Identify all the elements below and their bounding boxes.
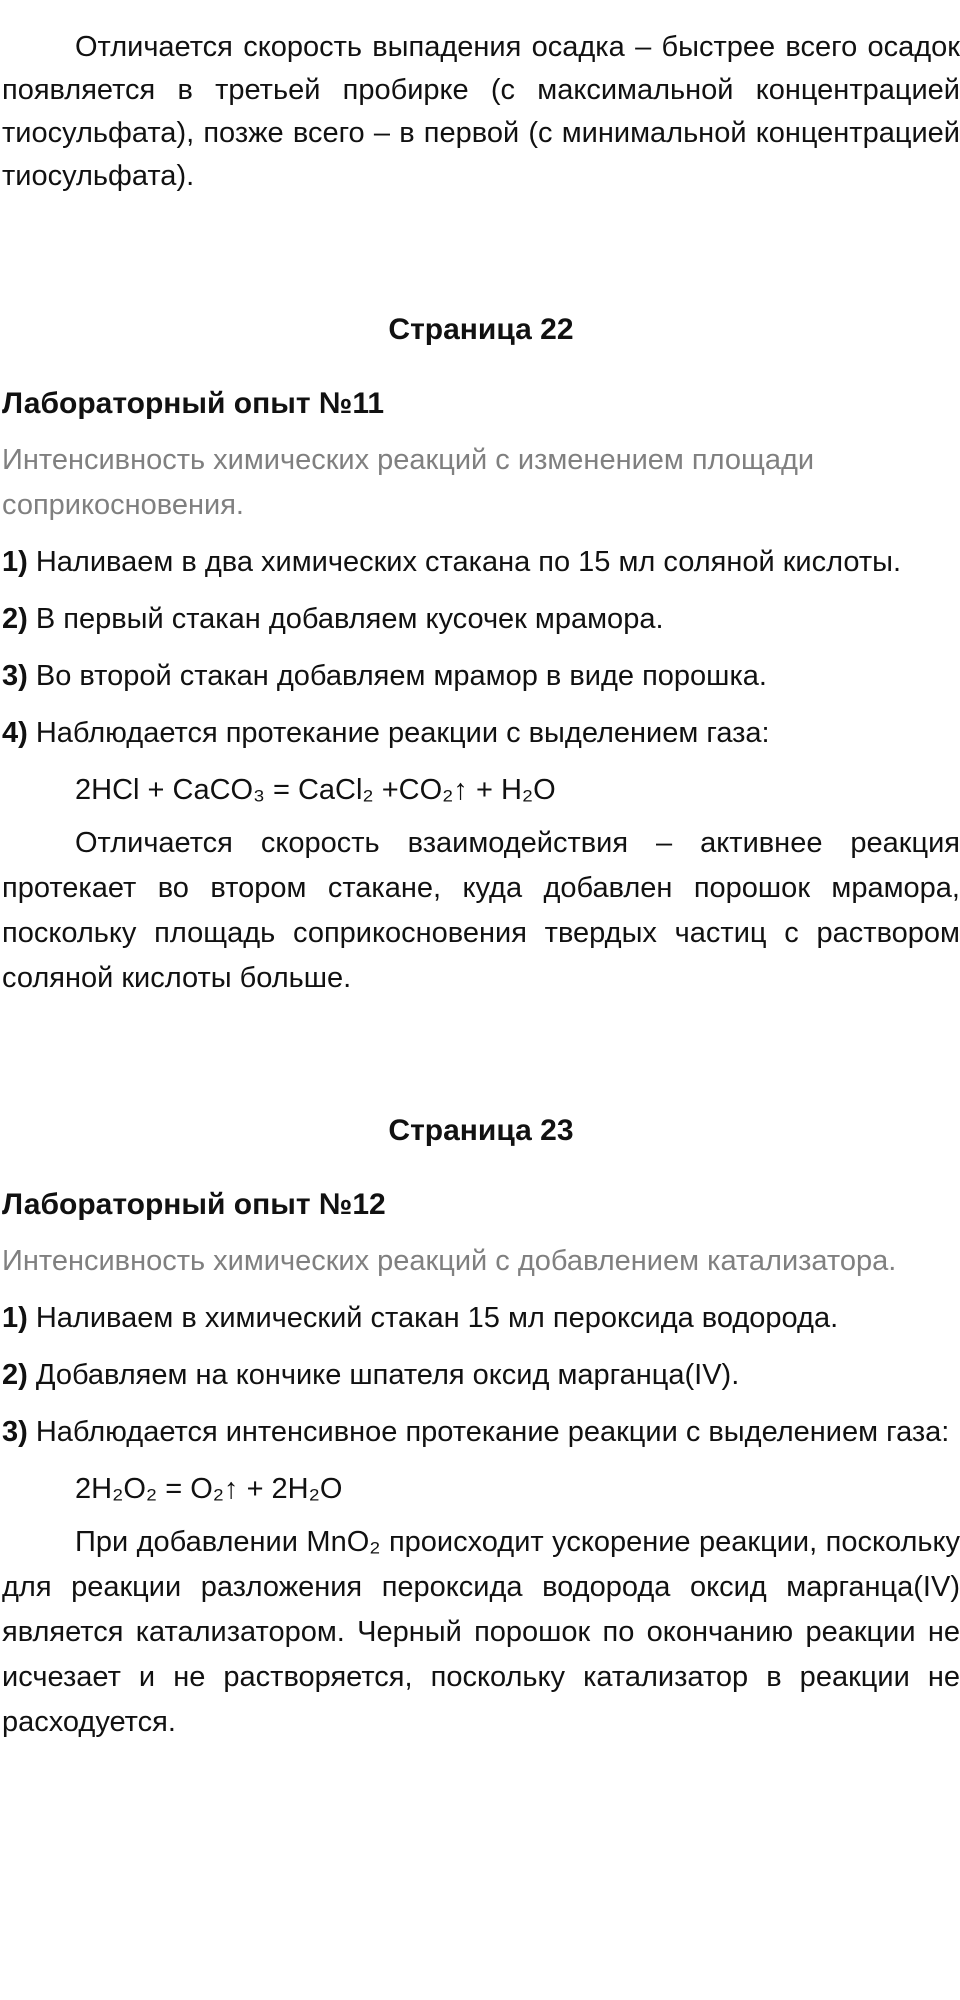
step-number: 1) [2, 546, 28, 578]
experiment-title: Лабораторный опыт №11 [2, 387, 385, 420]
step-item [2, 1296, 960, 1341]
section-page-22 [2, 310, 960, 1001]
page-heading: Страница 22 [388, 313, 574, 346]
step-number: 2) [2, 1359, 28, 1391]
step-item [2, 1353, 960, 1398]
reaction-equation: 2HCl + CaCO₃ = CaCl₂ +CO₂↑ + H₂O [75, 774, 556, 806]
section-page-23 [2, 1111, 960, 1745]
intro-paragraph: Отличается скорость выпадения осадка – быстрее всего осадок появляется в третьей пробирке (с максимальной концентрацией тиосульфата), позже всего – в первой (с минимальной концентрацией тиосульфата). [2, 31, 960, 192]
step-number: 1) [2, 1302, 28, 1334]
step-item [2, 597, 960, 642]
step-number: 2) [2, 603, 28, 635]
step-item [2, 1410, 960, 1455]
step-text: Наблюдается интенсивное протекание реакции с выделением газа: [27, 1416, 950, 1448]
conclusion-paragraph: Отличается скорость взаимодействия – активнее реакция протекает во втором стакане, куда добавлен порошок мрамора, поскольку площадь соприкосновения твердых частиц с раствором соляной кислоты больше. [2, 827, 960, 994]
step-text: В первый стакан добавляем кусочек мрамора. [27, 603, 664, 635]
page-heading: Страница 23 [388, 1114, 574, 1147]
experiment-subtitle: Интенсивность химических реакций с добавлением катализатора. [2, 1245, 897, 1277]
step-text: Во второй стакан добавляем мрамор в виде порошка. [27, 660, 767, 692]
document-body [2, 26, 960, 1745]
step-item [2, 654, 960, 699]
step-text: Наливаем в два химических стакана по 15 мл соляной кислоты. [27, 546, 902, 578]
step-number: 3) [2, 660, 28, 692]
experiment-title: Лабораторный опыт №12 [2, 1188, 386, 1221]
step-number: 4) [2, 717, 28, 749]
step-item [2, 711, 960, 756]
step-number: 3) [2, 1416, 28, 1448]
step-text: Наливаем в химический стакан 15 мл пероксида водорода. [27, 1302, 839, 1334]
experiment-subtitle: Интенсивность химических реакций с изменением площади соприкосновения. [2, 444, 815, 521]
step-text: Добавляем на кончике шпателя оксид марганца(IV). [27, 1359, 740, 1391]
step-text: Наблюдается протекание реакции с выделением газа: [27, 717, 770, 749]
reaction-equation: 2H₂O₂ = O₂↑ + 2H₂O [75, 1473, 343, 1505]
conclusion-paragraph: При добавлении MnO₂ происходит ускорение реакции, поскольку для реакции разложения пероксида водорода оксид марганца(IV) является катализатором. Черный порошок по окончанию реакции не исчезает и не растворяется, поскольку катализатор в реакции не расходуется. [2, 1526, 960, 1738]
step-item [2, 540, 960, 585]
